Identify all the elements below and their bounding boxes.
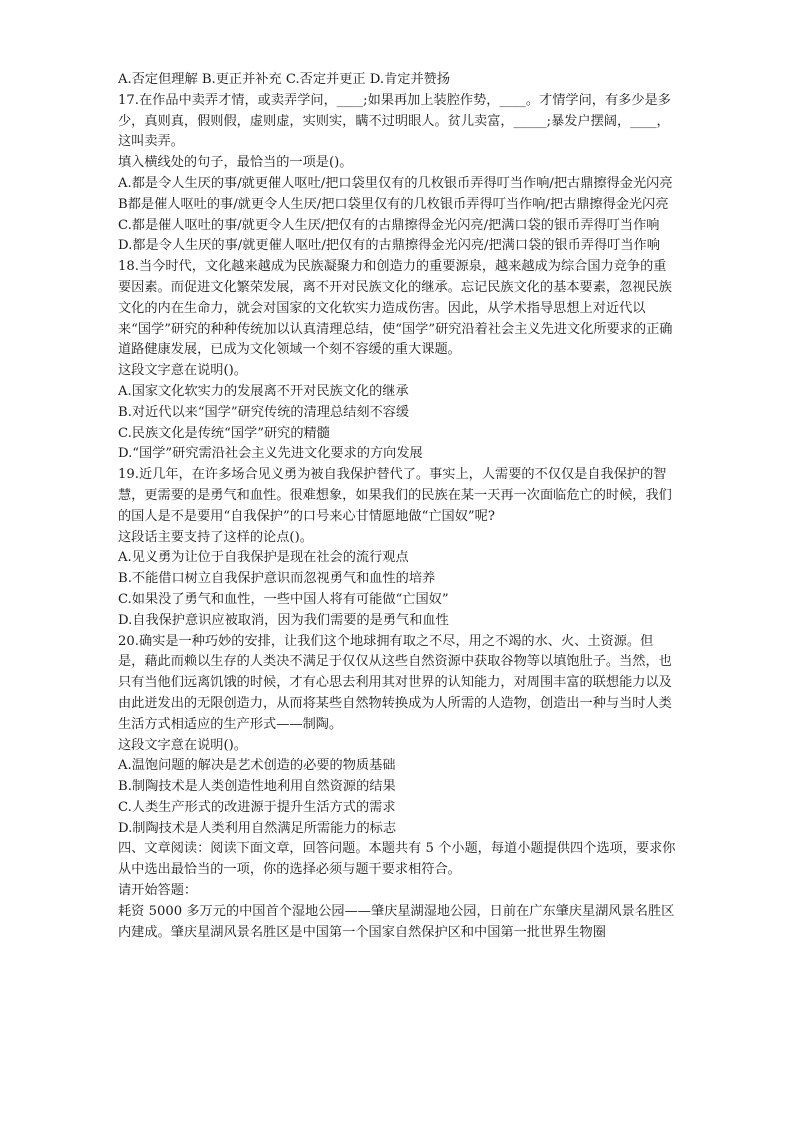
- q19-stem: 19.近几年，在许多场合见义勇为被自我保护替代了。事实上，人需要的不仅仅是自我保护的智慧，更需要的是勇气和血性。很难想象，如果我们的民族在某一天再一次面临危亡的时候，我们的国人是不是要用“自我保护”的口号来心甘情愿地做“亡国奴”呢?: [118, 467, 672, 524]
- reading-passage: 耗资 5000 多万元的中国首个湿地公园——肇庆星湖湿地公园，日前在广东肇庆星湖风景名胜区内建成。肇庆星湖风景名胜区是中国第一个国家自然保护区和中国第一批世界生物圈: [118, 903, 675, 940]
- q17-option-c: C.都是催人呕吐的事/就更令人生厌/把仅有的古鼎擦得金光闪亮/把满口袋的银币弄得叮当作响: [118, 217, 660, 233]
- q18-option-d: D.“国学”研究需沿社会主义先进文化要求的方向发展: [118, 446, 423, 462]
- q16-options: A.否定但理解 B.更正并补充 C.否定并更正 D.肯定并赞扬: [118, 72, 451, 87]
- q17-stem: 17.在作品中卖弄才情，或卖弄学问，____;如果再加上装腔作势，____。才情学问，有多少是多少，真则真，假则假，虚则虚，实则实，瞒不过明眼人。贫儿卖富，_____;暴发户摆阔，____，这叫卖弄。: [118, 92, 671, 150]
- q19-option-a: A.见义勇为让位于自我保护是现在社会的流行观点: [118, 550, 409, 566]
- q20-option-b: B.制陶技术是人类创造性地利用自然资源的结果: [118, 779, 396, 795]
- q18-stem: 18.当今时代，文化越来越成为民族凝聚力和创造力的重要源泉，越来越成为综合国力竞争的重要因素。而促进文化繁荣发展，离不开对民族文化的继承。忘记民族文化的基本要素，忽视民族文化的内在生命力，就会对国家的文化软实力造成伤害。因此，从学术指导思想上对近代以来“国学”研究的种种传统加以认真清理总结，使“国学”研究沿着社会主义先进文化所要求的正确道路健康发展，已成为文化领域一个刻不容缓的重大课题。: [118, 259, 673, 358]
- document-body: [118, 70, 678, 943]
- q18-prompt: 这段文字意在说明()。: [118, 363, 247, 379]
- q20-option-d: D.制陶技术是人类利用自然满足所需能力的标志: [118, 820, 397, 836]
- q19-option-d: D.自我保护意识应被取消，因为我们需要的是勇气和血性: [118, 612, 449, 628]
- q19-option-b: B.不能借口树立自我保护意识而忽视勇气和血性的培养: [118, 571, 436, 587]
- section-four-instructions: 四、文章阅读：阅读下面文章，回答问题。本题共有 5 个小题，每道小题提供四个选项，要求你从中选出最恰当的一项，你的选择必须与题干要求相符合。: [118, 841, 676, 878]
- q20-prompt: 这段文字意在说明()。: [118, 737, 247, 753]
- q17-prompt: 填入横线处的句子，最恰当的一项是()。: [118, 155, 353, 171]
- q18-option-b: B.对近代以来“国学”研究传统的清理总结刻不容缓: [118, 404, 410, 420]
- q18-option-a: A.国家文化软实力的发展离不开对民族文化的继承: [118, 383, 409, 399]
- q17-option-d: D.都是令人生厌的事/就更催人呕吐/把仅有的古鼎擦得金光闪亮/把满口袋的银币弄得叮当作响: [118, 238, 660, 254]
- q17-option-a: A.都是令人生厌的事/就更催人呕吐/把口袋里仅有的几枚银币弄得叮当作响/把古鼎擦得金光闪亮: [118, 175, 673, 191]
- q19-option-c: C.如果没了勇气和血性，一些中国人将有可能做“亡国奴”: [118, 591, 449, 607]
- q19-prompt: 这段话主要支持了这样的论点()。: [118, 529, 313, 545]
- q17-option-b: B都是催人呕吐的事/就更令人生厌/把口袋里仅有的几枚银币弄得叮当作响/把古鼎擦得金光闪亮: [118, 196, 669, 212]
- q18-option-c: C.民族文化是传统“国学”研究的精髓: [118, 425, 330, 441]
- q20-stem: 20.确实是一种巧妙的安排，让我们这个地球拥有取之不尽，用之不竭的水、火、土资源。但是，藉此而赖以生存的人类决不满足于仅仅从这些自然资源中获取谷物等以填饱肚子。当然，也只有当他们远离饥饿的时候，才有心思去利用其对世界的认知能力，对周围丰富的联想能力以及由此迸发出的无限创造力，从而将某些自然物转换成为人所需的人造物，创造出一种与当时人类生活方式相适应的生产形式——制陶。: [118, 633, 672, 732]
- start-answering-label: 请开始答题：: [118, 883, 198, 899]
- q20-option-c: C.人类生产形式的改进源于提升生活方式的需求: [118, 799, 396, 815]
- q20-option-a: A.温饱问题的解决是艺术创造的必要的物质基础: [118, 758, 396, 774]
